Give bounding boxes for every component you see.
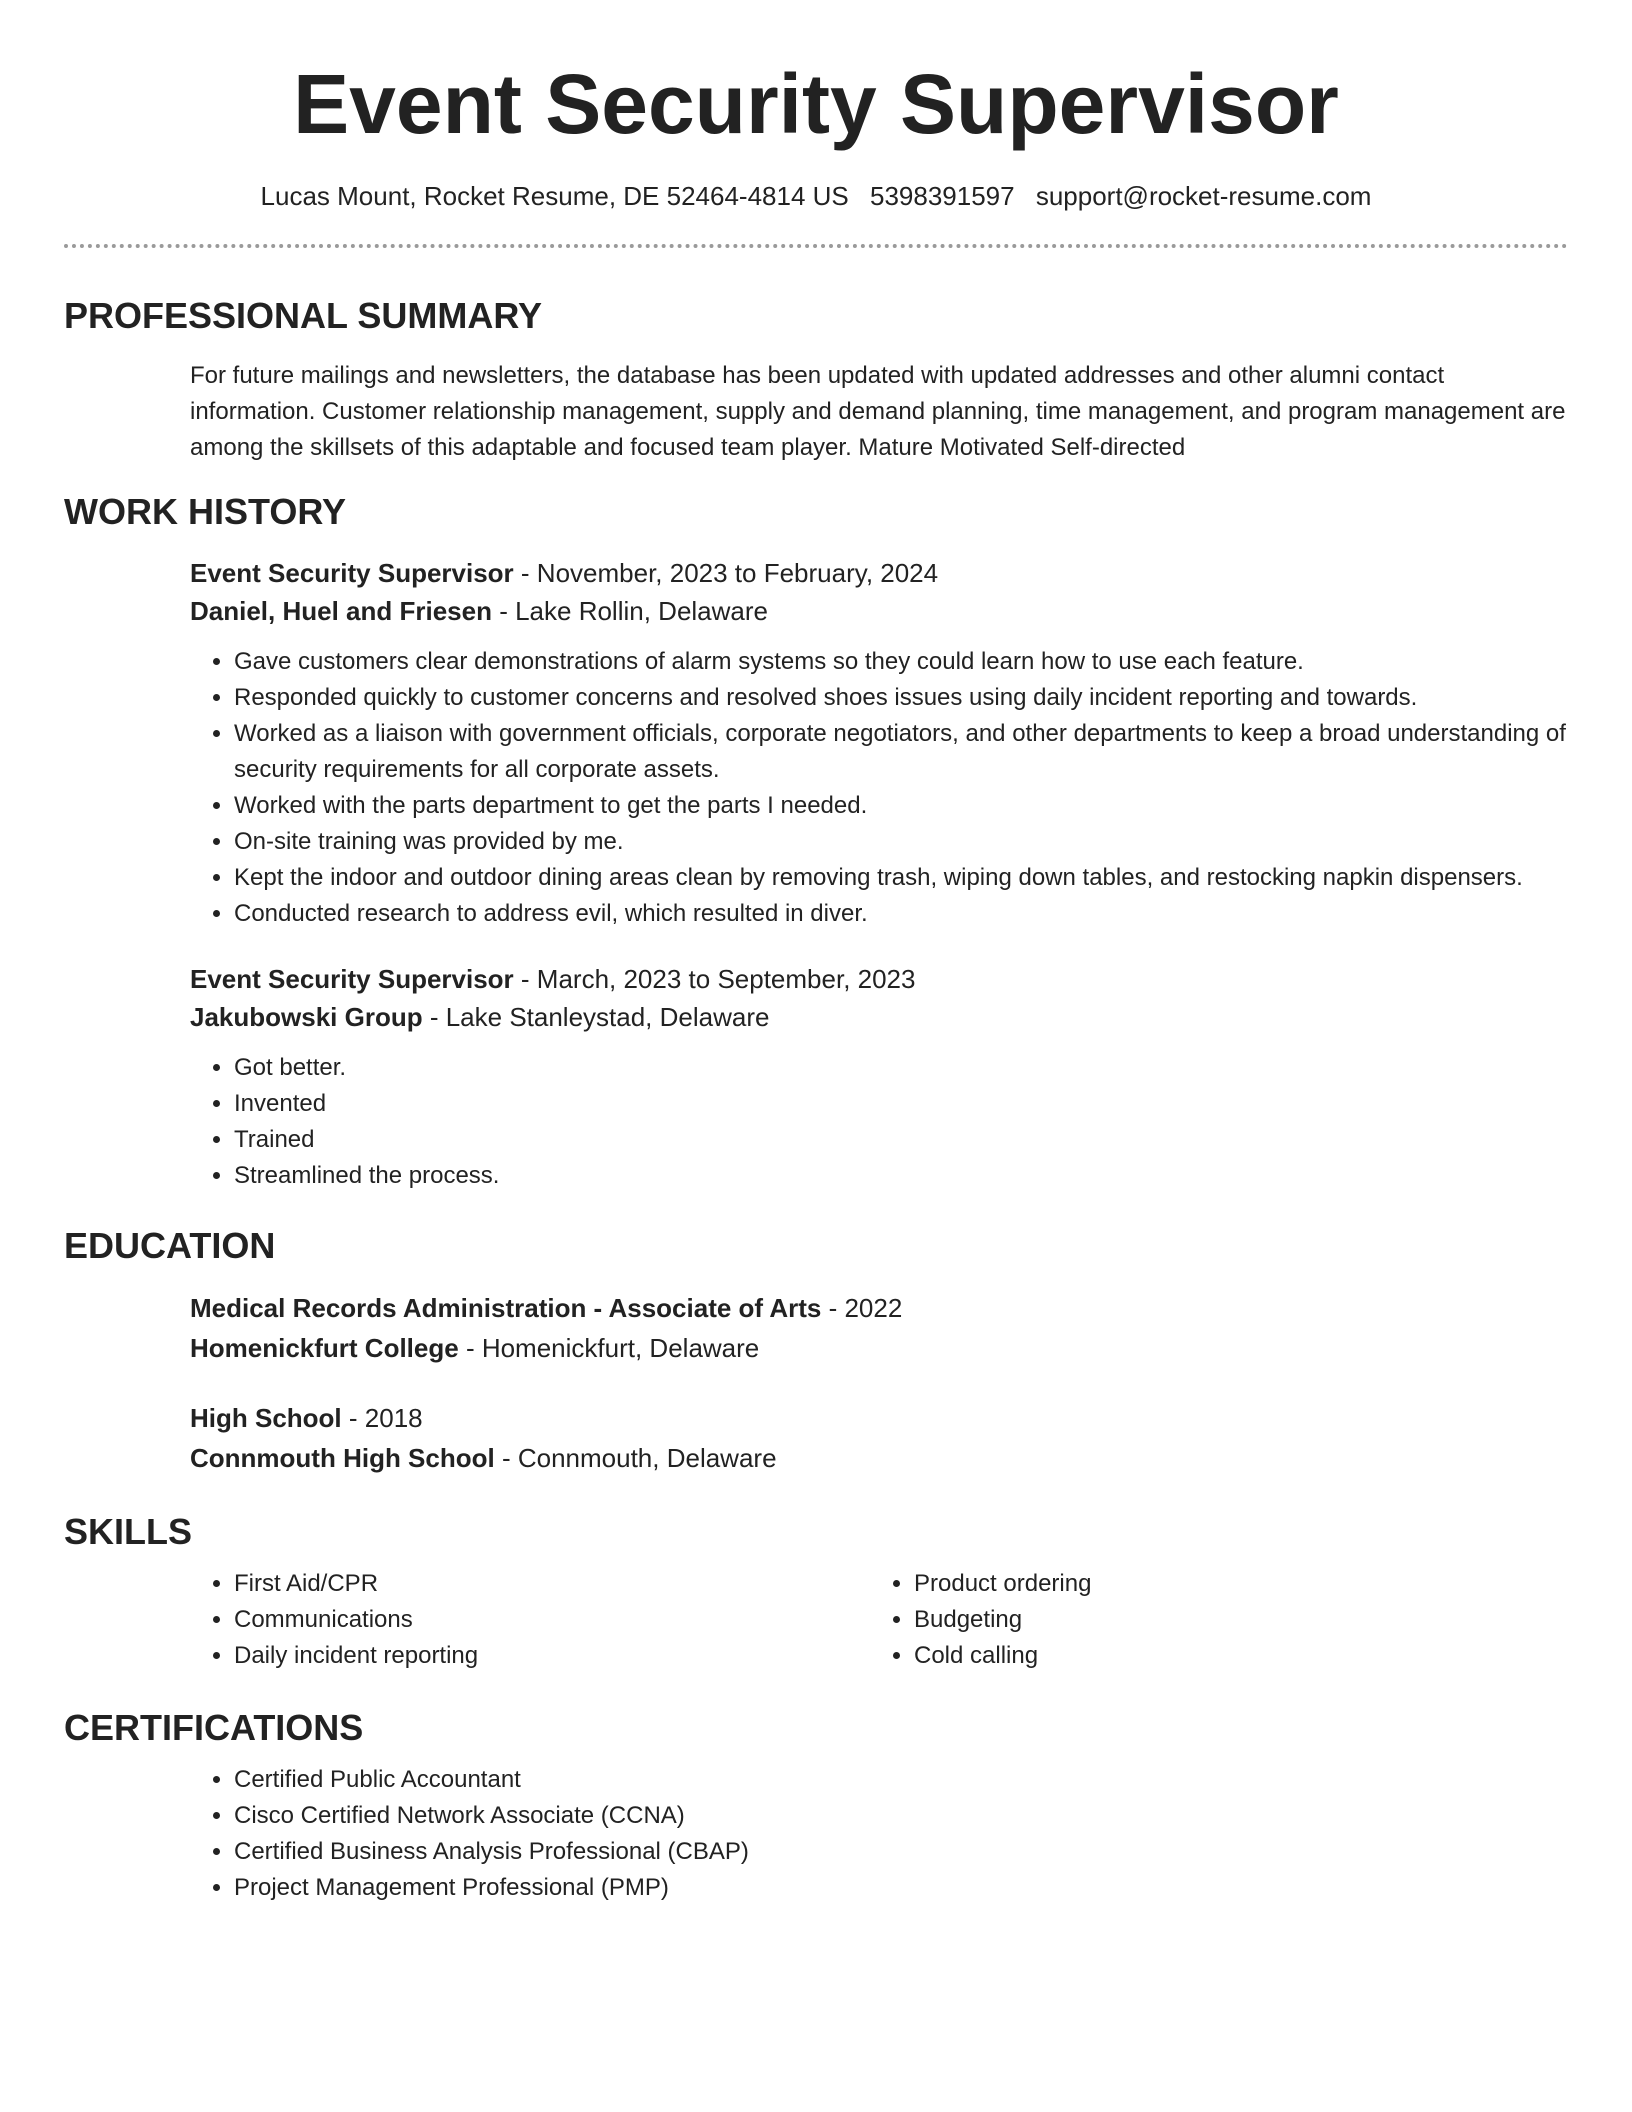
job-position: Event Security Supervisor: [190, 964, 514, 994]
skill-item: • Communications: [234, 1602, 870, 1638]
job-location: - Lake Rollin, Delaware: [491, 596, 768, 626]
skill-item: • Daily incident reporting: [234, 1638, 870, 1674]
job-entry: [190, 554, 1568, 932]
job-company-line: [190, 592, 1568, 630]
job-bullets: [190, 644, 1568, 932]
certifications-heading: CERTIFICATIONS: [64, 1707, 364, 1748]
job-bullet: • Streamlined the process.: [234, 1158, 1568, 1194]
job-bullet: • Worked as a liaison with government officials, corporate negotiators, and other departments to keep a broad understanding of security requirements for all corporate assets.: [234, 716, 1568, 788]
job-bullet: • Worked with the parts department to get the parts I needed.: [234, 788, 1568, 824]
education-year: - 2022: [821, 1293, 903, 1323]
education-year: - 2018: [341, 1403, 423, 1433]
job-bullet: • Trained: [234, 1122, 1568, 1158]
job-entry: [190, 960, 1568, 1194]
education-entry: [190, 1288, 1568, 1368]
education-heading: EDUCATION: [64, 1225, 276, 1266]
skills-heading: SKILLS: [64, 1511, 193, 1552]
job-bullets: [190, 1050, 1568, 1194]
education-degree-line: [190, 1398, 1568, 1438]
summary-heading: PROFESSIONAL SUMMARY: [64, 295, 543, 336]
job-dates: - March, 2023 to September, 2023: [513, 964, 916, 994]
job-bullet: • On-site training was provided by me.: [234, 824, 1568, 860]
job-position: Event Security Supervisor: [190, 558, 514, 588]
job-company: Daniel, Huel and Friesen: [190, 596, 492, 626]
job-title-line: [190, 960, 1568, 998]
job-bullet: • Got better.: [234, 1050, 1568, 1086]
resume-title: Event Security Supervisor: [293, 57, 1339, 151]
skills-grid: [190, 1566, 1568, 1674]
certification-item: • Cisco Certified Network Associate (CCNA): [234, 1798, 1568, 1834]
job-company: Jakubowski Group: [190, 1002, 423, 1032]
job-bullet: • Kept the indoor and outdoor dining areas clean by removing trash, wiping down tables, and restocking napkin dispensers.: [234, 860, 1568, 896]
work-history-heading: WORK HISTORY: [64, 491, 347, 532]
job-bullet: • Invented: [234, 1086, 1568, 1122]
job-bullet: • Conducted research to address evil, which resulted in diver.: [234, 896, 1568, 932]
certification-item: • Project Management Professional (PMP): [234, 1870, 1568, 1906]
certification-bullets: [190, 1762, 1568, 1906]
skill-item: • Cold calling: [914, 1638, 1550, 1674]
skill-item: • Product ordering: [914, 1566, 1550, 1602]
education-school-line: [190, 1438, 1568, 1478]
certification-item: • Certified Public Accountant: [234, 1762, 1568, 1798]
contact-address: Lucas Mount, Rocket Resume, DE 52464-4814 US: [260, 181, 849, 211]
certification-item: • Certified Business Analysis Professional (CBAP): [234, 1834, 1568, 1870]
contact-line: [64, 178, 1568, 214]
contact-email: support@rocket-resume.com: [1035, 181, 1372, 211]
job-location: - Lake Stanleystad, Delaware: [422, 1002, 770, 1032]
education-entry: [190, 1398, 1568, 1478]
education-location: - Homenickfurt, Delaware: [458, 1333, 760, 1363]
job-bullet: • Responded quickly to customer concerns and resolved shoes issues using daily incident reporting and towards.: [234, 680, 1568, 716]
education-degree: Medical Records Administration - Associate of Arts: [190, 1293, 822, 1323]
contact-phone: 5398391597: [869, 181, 1015, 211]
education-degree: High School: [190, 1403, 342, 1433]
certifications-list: [190, 1762, 1568, 1906]
job-dates: - November, 2023 to February, 2024: [513, 558, 939, 588]
job-title-line: [190, 554, 1568, 592]
skills-column-left: [190, 1566, 870, 1674]
job-bullet: • Gave customers clear demonstrations of alarm systems so they could learn how to use each feature.: [234, 644, 1568, 680]
education-degree-line: [190, 1288, 1568, 1328]
header-divider: [64, 244, 1568, 248]
education-location: - Connmouth, Delaware: [494, 1443, 777, 1473]
education-school: Connmouth High School: [190, 1443, 495, 1473]
education-school-line: [190, 1328, 1568, 1368]
skills-column-right: [870, 1566, 1550, 1674]
education-school: Homenickfurt College: [190, 1333, 459, 1363]
job-company-line: [190, 998, 1568, 1036]
summary-text: For future mailings and newsletters, the database has been updated with updated addresses and other alumni contact information. Customer relationship management, supply and demand planning, time management, and program management are among the skillsets of this adaptable and focused team player. Mature Motivated Self-directed: [190, 362, 1566, 461]
skill-item: • First Aid/CPR: [234, 1566, 870, 1602]
skill-item: • Budgeting: [914, 1602, 1550, 1638]
